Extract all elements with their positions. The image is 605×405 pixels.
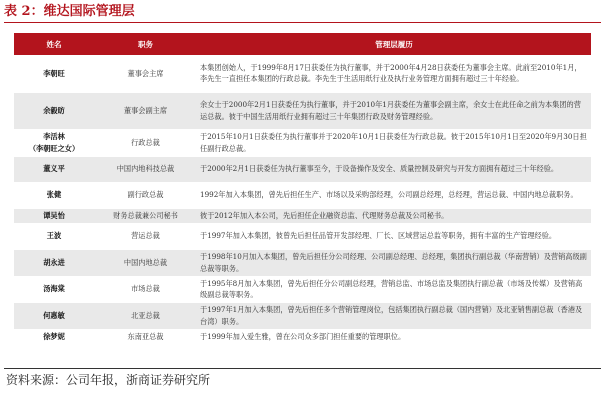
person-resume: 余女士于2000年2月1日获委任为执行董事，并于2010年1月获委任为董事会副主席，余女士在此任命之前为本集团的营运总裁。彼于中国生活用纸行业拥有超过三十年集团行政及财务管理经验。 xyxy=(197,92,591,129)
table-bottom-divider xyxy=(4,368,601,369)
table-row xyxy=(14,302,591,329)
header-title: 职务 xyxy=(94,33,197,55)
table-row xyxy=(14,276,591,302)
table-caption: 表 2：维达国际管理层 xyxy=(4,4,135,19)
person-title: 市场总裁 xyxy=(94,276,197,302)
table-row xyxy=(14,223,591,249)
person-name: 李活林 （李朝旺之女） xyxy=(14,129,94,156)
person-title: 中国内地总裁 xyxy=(94,249,197,276)
table-row xyxy=(14,129,591,156)
person-name: 董义平 xyxy=(14,156,94,182)
person-title: 东南亚总裁 xyxy=(94,329,197,344)
person-resume: 于1997年加入本集团，彼曾先后担任品管开发部经理、厂长、区域营运总监等职务，拥有丰富的生产管理经验。 xyxy=(197,223,591,249)
table-row xyxy=(14,208,591,223)
table-row xyxy=(14,55,591,92)
person-title: 营运总裁 xyxy=(94,223,197,249)
table-row xyxy=(14,182,591,208)
table-row xyxy=(14,92,591,129)
person-name: 王波 xyxy=(14,223,94,249)
header-resume: 管理层履历 xyxy=(197,33,591,55)
person-name: 胡永进 xyxy=(14,249,94,276)
person-resume: 彼于2012年加入本公司，先后担任企业融资总监、代理财务总裁及公司秘书。 xyxy=(197,208,591,223)
person-title: 董事会副主席 xyxy=(94,92,197,129)
person-resume: 于1998年10月加入本集团，曾先后担任分公司经理、公司副总经理、总经理，集团执行副总裁（华南营销）及营销高级副总裁等职务。 xyxy=(197,249,591,276)
person-name: 汤海棠 xyxy=(14,276,94,302)
person-name: 谭吴怡 xyxy=(14,208,94,223)
person-name: 徐梦妮 xyxy=(14,329,94,344)
person-name: 张健 xyxy=(14,182,94,208)
table-row xyxy=(14,249,591,276)
table-row xyxy=(14,156,591,182)
source-note: 资料来源：公司年报，浙商证券研究所 xyxy=(6,373,211,387)
person-resume: 1992年加入本集团，曾先后担任生产、市场以及采购部经理，公司副总经理，总经理，营运总裁、中国内地总裁职务。 xyxy=(197,182,591,208)
management-table xyxy=(14,33,591,345)
person-title: 副行政总裁 xyxy=(94,182,197,208)
person-resume: 本集团创始人，于1999年8月17日获委任为执行董事，并于2000年4月28日获委任为董事会主席。此前至2010年1月，李先生一直担任本集团的行政总裁。李先生于生活用纸行业及执行业务管理方面拥有超过三十年经验。 xyxy=(197,55,591,92)
person-title: 财务总裁兼公司秘书 xyxy=(94,208,197,223)
table-row xyxy=(14,329,591,344)
person-title: 中国内地科技总裁 xyxy=(94,156,197,182)
table-header-row xyxy=(14,33,591,55)
person-resume: 于1995年8月加入本集团，曾先后担任分公司副总经理，营销总监、市场总监及集团执行副总裁（市场及传媒）及营销高级副总裁等职务。 xyxy=(197,276,591,302)
person-title: 董事会主席 xyxy=(94,55,197,92)
person-resume: 于2000年2月1日获委任为执行董事至今，于设备操作及安全、质量控制及研究与开发方面拥有超过三十年经验。 xyxy=(197,156,591,182)
header-name: 姓名 xyxy=(14,33,94,55)
caption-divider xyxy=(4,22,601,23)
person-title: 行政总裁 xyxy=(94,129,197,156)
person-name: 李朝旺 xyxy=(14,55,94,92)
person-name: 何惠敏 xyxy=(14,302,94,329)
person-resume: 于1997年1月加入本集团，曾先后担任多个营销管理岗位，包括集团执行副总裁（国内营销）及北亚销售副总裁（香港及台湾）职务。 xyxy=(197,302,591,329)
person-resume: 于2015年10月1日获委任为执行董事并于2020年10月1日获委任为行政总裁。彼于2015年10月1日至2020年9月30日担任副行政总裁。 xyxy=(197,129,591,156)
person-title: 北亚总裁 xyxy=(94,302,197,329)
person-name: 余毅昉 xyxy=(14,92,94,129)
person-resume: 于1999年加入爱生雅，曾在公司众多部门担任重要的管理职位。 xyxy=(197,329,591,344)
